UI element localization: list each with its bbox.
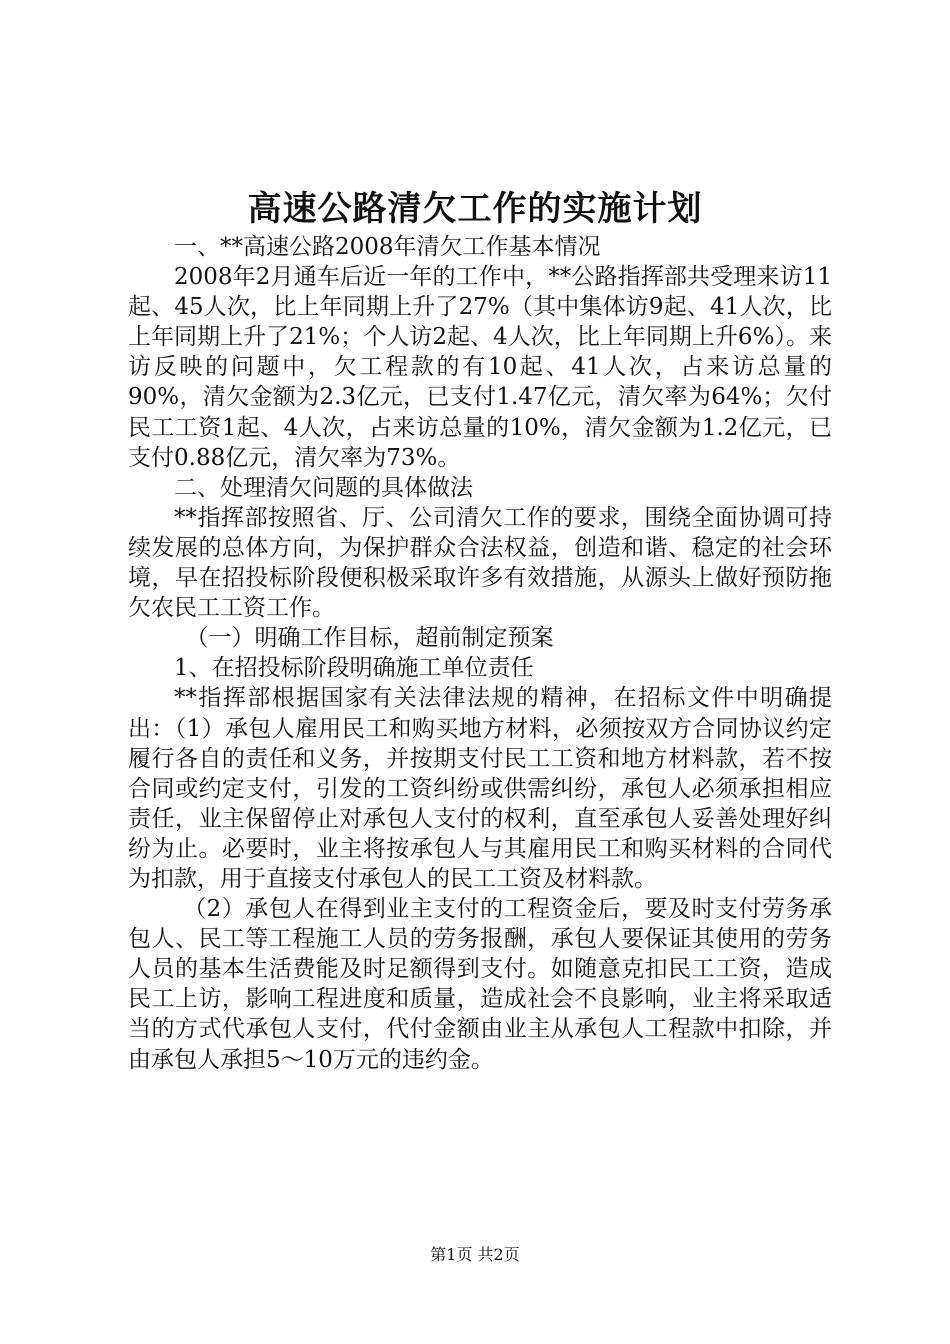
paragraph-2: **指挥部按照省、厅、公司清欠工作的要求，围绕全面协调可持续发展的总体方向，为保护群众合法权益，创造和谐、稳定的社会环境，早在招投标阶段便积极采取许多有效措施，从源头上做好预防拖欠农民工工资工作。 xyxy=(128,504,832,622)
paragraph-1: 2008年2月通车后近一年的工作中，**公路指挥部共受理来访11起、45人次，比上年同期上升了27%（其中集体访9起、41人次，比上年同期上升了21%；个人访2起、4人次，比上年同期上升6%）。来访反映的问题中，欠工程款的有10起、41人次，占来访总量的90%，清欠金额为2.3亿元，已支付1.47亿元，清欠率为64%；欠付民工工资1起、4人次，占来访总量的10%，清欠金额为1.2亿元，已支付0.88亿元，清欠率为73%。 xyxy=(128,264,832,471)
item-heading-1: 1、在招投标阶段明确施工单位责任 xyxy=(174,655,534,682)
section-heading-1: 一、**高速公路2008年清欠工作基本情况 xyxy=(174,234,601,260)
paragraph-3: **指挥部根据国家有关法律法规的精神，在招标文件中明确提出：（1）承包人雇用民工和购买地方材料，必须按双方合同协议约定履行各自的责任和义务，并按期支付民工工资和地方材料款，若不按合同或约定支付，引发的工资纠纷或供需纠纷，承包人必须承担相应责任，业主保留停止对承包人支付的权利，直至承包人妥善处理好纠纷为止。必要时，业主将按承包人与其雇用民工和购买材料的合同代为扣款，用于直接支付承包人的民工工资及材料款。 xyxy=(128,685,832,892)
section-heading-2: 二、处理清欠问题的具体做法 xyxy=(174,474,473,501)
document-title: 高速公路清欠工作的实施计划 xyxy=(247,189,703,229)
paragraph-4: （2）承包人在得到业主支付的工程资金后，要及时支付劳务承包人、民工等工程施工人员的劳务报酬，承包人要保证其使用的劳务人员的基本生活费能及时足额得到支付。如随意克扣民工工资，造成民工上访，影响工程进度和质量，造成社会不良影响，业主将采取适当的方式代承包人支付，代付金额由业主从承包人工程款中扣除，并由承包人承担5～10万元的违约金。 xyxy=(128,896,832,1073)
page-footer: 第1页 共2页 xyxy=(430,1245,520,1264)
document-body xyxy=(128,232,832,1075)
subsection-heading-1: （一）明确工作目标，超前制定预案 xyxy=(185,625,554,652)
